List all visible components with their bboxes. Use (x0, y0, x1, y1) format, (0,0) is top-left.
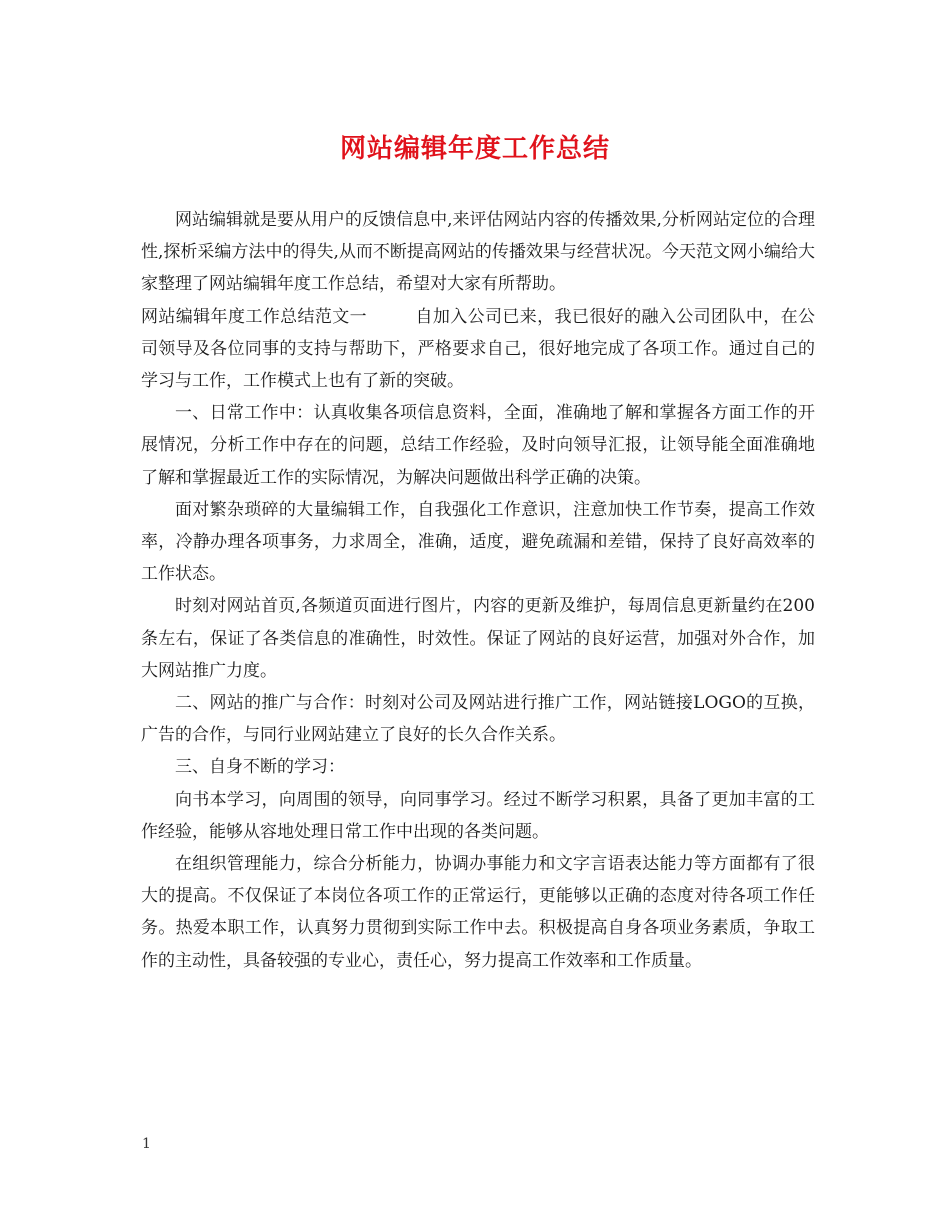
intro-paragraph: 网站编辑就是要从用户的反馈信息中,来评估网站内容的传播效果,分析网站定位的合理性,探析采编方法中的得失,从而不断提高网站的传播效果与经营状况。今天范文网小编给大家整理了网站编辑年度工作总结，希望对大家有所帮助。 (141, 210, 815, 295)
learning-paragraph: 向书本学习，向周围的领导，向同事学习。经过不断学习积累，具备了更加丰富的工作经验，能够从容地处理日常工作中出现的各类问题。 (141, 789, 815, 842)
section-opening: 自加入公司已来，我已很好的融入公司团队中，在公司领导及各位同事的支持与帮助下，严格要求自己，很好地完成了各项工作。通过自己的学习与工作，工作模式上也有了新的突破。 (141, 306, 816, 392)
section-heading-paragraph (141, 301, 815, 398)
editing-work-paragraph: 面对繁杂琐碎的大量编辑工作，自我强化工作意识，注意加快工作节奏，提高工作效率，冷静办理各项事务，力求周全，准确，适度，避免疏漏和差错，保持了良好高效率的工作状态。 (141, 499, 815, 585)
document-title: 网站编辑年度工作总结 (339, 134, 610, 164)
abilities-paragraph: 在组织管理能力，综合分析能力，协调办事能力和文字言语表达能力等方面都有了很大的提高。不仅保证了本岗位各项工作的正常运行，更能够以正确的态度对待各项工作任务。热爱本职工作，认真努力贯彻到实际工作中去。积极提高自身各项业务素质，争取工作的主动性，具备较强的专业心，责任心，努力提高工作效率和工作质量。 (141, 854, 815, 971)
promotion-paragraph: 二、网站的推广与合作：时刻对公司及网站进行推广工作，网站链接LOGO的互换，广告的合作，与同行业网站建立了良好的长久合作关系。 (141, 693, 815, 746)
page-number: 1 (142, 1136, 151, 1152)
learning-heading-paragraph: 三、自身不断的学习： (175, 757, 345, 778)
homepage-update-paragraph: 时刻对网站首页,各频道页面进行图片，内容的更新及维护，每周信息更新量约在200条左右，保证了各类信息的准确性，时效性。保证了网站的良好运营，加强对外合作，加大网站推广力度。 (141, 596, 815, 681)
section-heading: 网站编辑年度工作总结范文一 (141, 306, 368, 327)
document-body (141, 204, 815, 977)
daily-work-paragraph: 一、日常工作中：认真收集各项信息资料，全面，准确地了解和掌握各方面工作的开展情况，分析工作中存在的问题，总结工作经验，及时向领导汇报，让领导能全面准确地了解和掌握最近工作的实际情况，为解决问题做出科学正确的决策。 (141, 403, 815, 488)
